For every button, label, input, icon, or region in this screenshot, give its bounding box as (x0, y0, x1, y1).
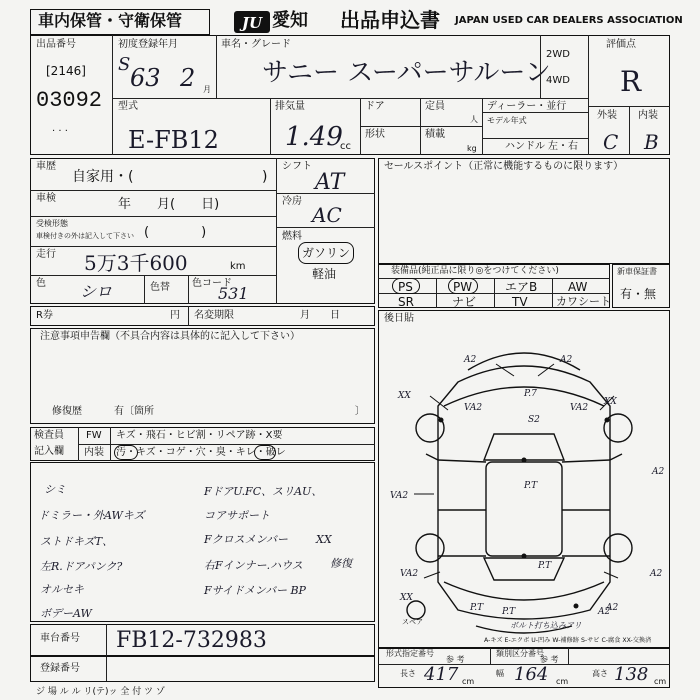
fw-items: キズ・飛石・ヒビ割・リペア跡・X要 (116, 430, 283, 441)
note-left-1: シミ (44, 483, 66, 496)
recycle-label: R券 (36, 310, 53, 321)
ac-value: AC (312, 203, 342, 227)
div (436, 278, 437, 308)
car-diagram (378, 310, 670, 648)
div (482, 138, 588, 139)
equip-ps: PS (398, 280, 413, 294)
div (30, 190, 276, 191)
reg-frame (30, 656, 375, 682)
color-code-label: 色コード (192, 278, 232, 289)
english-name: JAPAN USED CAR DEALERS ASSOCIATION (455, 15, 683, 26)
div (629, 106, 630, 155)
mileage-value: 5万3千600 (84, 251, 188, 275)
listing-code: [2146] (46, 64, 86, 78)
mark-va2-3: VA2 (390, 491, 409, 501)
mileage-unit: km (230, 261, 246, 272)
month-unit: 月 (203, 85, 211, 94)
div (188, 306, 189, 326)
after-label: 後日貼 (384, 313, 414, 324)
listing-dots: . . . (52, 123, 68, 134)
mark-pt-2: P.T (524, 481, 538, 491)
repair-value: 有〔箇所 (114, 406, 154, 417)
notes-label: 注意事項申告欄（不具合内容は具体的に記入して下さい） (40, 331, 300, 342)
mark-pt-3: P.T (538, 561, 552, 571)
mark-pt-5: P.T (470, 603, 484, 613)
drive-2wd: 2WD (546, 49, 570, 60)
sales-point-label: セールスポイント（正常に機能するものに限ります） (384, 161, 624, 172)
note-extra-1: XX (316, 533, 332, 546)
note-extra-2: 修復 (330, 557, 352, 570)
height-value: 138 (614, 664, 649, 685)
listing-no-label: 出品番号 (36, 39, 76, 50)
div (112, 98, 588, 99)
storage-label: 車内保管・守衛保管 (38, 11, 183, 30)
mark-xx-2: XX (604, 397, 617, 407)
interior-label: 内装 (638, 110, 658, 121)
capacity-label: 定員 (425, 101, 445, 112)
sales-point-frame (378, 158, 670, 264)
shape-label: 形状 (365, 129, 385, 140)
history-label: 車歴 (36, 161, 56, 172)
equip-leather-seat: カワシート (556, 295, 611, 308)
mark-a2-1: A2 (464, 355, 477, 365)
first-reg-month: 2 (180, 64, 196, 92)
mark-pt-1: P.7 (524, 389, 537, 399)
model-label: 型式 (118, 101, 138, 112)
model-value: E-FB12 (128, 126, 219, 154)
form-title: 出品申込書 (340, 8, 440, 32)
load-label: 積載 (425, 129, 445, 140)
damage-legend: A-キズ E-エクボ U-凹み W-補修跡 S-サビ C-腐食 XX-交換済 (484, 637, 652, 644)
fuel-label: 燃料 (282, 231, 302, 242)
note-left-2: ドミラー・外AWキズ (38, 509, 145, 522)
rating-score: R (620, 65, 642, 98)
mark-a2-3: A2 (652, 467, 665, 477)
drive-4wd: 4WD (546, 75, 570, 86)
car-name: サニー スーパーサルーン (262, 58, 551, 88)
chassis-label: 車台番号 (40, 633, 80, 644)
fuel-diesel: 軽油 (312, 267, 337, 281)
category-label: 類別区分番号 (496, 649, 544, 658)
div (216, 35, 217, 98)
div (482, 112, 588, 113)
div (276, 158, 277, 304)
car-diagram-svg (378, 310, 670, 648)
length-value: 417 (424, 664, 459, 685)
listing-no: 03092 (36, 88, 103, 113)
mark-va2-2: VA2 (570, 403, 589, 413)
div (540, 35, 541, 98)
association-name: 愛知 (272, 10, 308, 31)
shaken-paren: ( ) (144, 225, 207, 240)
dealer-label: ディーラー・並行 (487, 101, 567, 112)
mark-va2-1: VA2 (464, 403, 483, 413)
ps-circle (392, 278, 420, 294)
exterior-label: 外装 (597, 110, 617, 121)
mark-s2: S2 (528, 415, 540, 425)
note-right-4: 右Fインナー.ハウス (204, 559, 303, 572)
reg-label: 登録番号 (40, 663, 80, 674)
equip-airbag: エアB (505, 280, 538, 294)
shaken-label: 受検形態 (36, 219, 68, 228)
interior-label: 内装 (84, 447, 104, 458)
mark-pt-4: P.T (502, 607, 516, 617)
length-unit: cm (462, 677, 475, 686)
mark-a2-2: A2 (560, 355, 573, 365)
mark-xx-1: XX (398, 391, 411, 401)
load-unit: kg (467, 144, 477, 153)
inspector-label-2: 記入欄 (34, 446, 64, 457)
fuel-gas-circle (298, 242, 354, 264)
div (276, 227, 375, 228)
interior-score: B (644, 130, 659, 154)
recycle-unit: 円 (170, 310, 180, 321)
div (482, 98, 483, 155)
history-value: 自家用・( (72, 169, 134, 185)
width-label: 幅 (496, 669, 504, 678)
first-reg-label: 初度登録年月 (118, 39, 178, 50)
note-right-3: Fクロスメンバー (204, 533, 288, 546)
div (30, 246, 276, 247)
pw-circle (448, 278, 478, 294)
handle-lr: 左・右 (548, 141, 578, 152)
capacity-unit: 人 (470, 115, 478, 124)
shift-label: シフト (282, 161, 312, 172)
fuel-gas: ガソリン (302, 246, 351, 260)
interior-stain-circle (114, 445, 138, 460)
color-change-label: 色替 (150, 282, 170, 293)
logo-text: JU (241, 14, 263, 32)
displacement-value: 1.49 (285, 122, 343, 152)
bolt-note: ボルト打ち込みアリ (510, 621, 582, 630)
mark-a2-5: A2 (598, 607, 611, 617)
inspection-value: 年 月( 日) (118, 197, 220, 212)
interior-items: 汚・キズ・コゲ・穴・臭・キレ・破レ (116, 447, 286, 458)
equip-sr: SR (398, 295, 414, 309)
length-label: 長さ (400, 669, 416, 678)
handle-label: ハンドル (505, 141, 545, 152)
shift-value: AT (315, 170, 345, 195)
color-code-value: 531 (218, 284, 249, 303)
chassis-value: FB12-732983 (116, 628, 267, 653)
div (270, 98, 271, 155)
interior-smell-circle (254, 445, 276, 460)
div (494, 278, 495, 308)
mark-a2-6: A2 (606, 603, 619, 613)
ac-label: 冷房 (282, 196, 302, 207)
div (552, 278, 553, 308)
top-section-frame (30, 35, 670, 155)
mark-va2-4: VA2 (400, 569, 419, 579)
car-name-label: 車名・グレード (221, 39, 291, 50)
new-car-label: 新車保証書 (617, 267, 657, 276)
note-left-4: 左R.ドアパンク? (40, 560, 123, 573)
name-change-value: 月 日 (300, 310, 340, 321)
div (188, 275, 189, 304)
fw-label: FW (86, 430, 102, 441)
note-left-3: ストドキズT、 (40, 535, 114, 548)
history-close: ) (262, 169, 268, 185)
note-left-5: オルセキ (40, 583, 84, 596)
inspect-label: 形式指定番号 (386, 649, 434, 658)
new-car-value: 有・無 (620, 287, 657, 301)
name-change-label: 名変期限 (194, 310, 234, 321)
footer-strip: ジ 場 ル ル リ(テ)ッ 全 付 ツ ゾ (36, 687, 165, 697)
ref-label-1: 参 考 (446, 655, 465, 664)
div (30, 216, 276, 217)
height-unit: cm (654, 677, 667, 686)
height-label: 高さ (592, 669, 608, 678)
equip-tv: TV (512, 295, 528, 309)
model-year-label: モデル年式 (487, 116, 527, 125)
div (30, 275, 276, 276)
div (568, 648, 569, 664)
repair-label: 修復歴 (52, 406, 82, 417)
note-right-2: コアサポート (204, 509, 270, 522)
exterior-score: C (603, 130, 619, 154)
width-value: 164 (514, 664, 549, 685)
mark-a2-4: A2 (650, 569, 663, 579)
equipment-label: 装備品(純正品に限り◎をつけてください) (391, 266, 559, 276)
note-right-5: Fサイドメンバー BP (204, 584, 306, 597)
div (112, 35, 113, 155)
equip-navi: ナビ (452, 295, 477, 309)
mark-xx-3: XX (400, 593, 413, 603)
note-left-6: ボデーAW (40, 607, 92, 620)
mileage-label: 走行 (36, 249, 56, 260)
first-reg-year: 63 (130, 64, 161, 92)
rating-label: 評価点 (606, 39, 636, 50)
equip-aw: AW (568, 280, 588, 294)
color-value: シロ (80, 282, 113, 301)
displacement-label: 排気量 (275, 101, 305, 112)
inspection-label: 車検 (36, 193, 56, 204)
door-label: ドア (365, 101, 385, 112)
div (588, 35, 589, 155)
displacement-unit: cc (340, 141, 351, 152)
div (360, 126, 482, 127)
note-right-1: FドアU.FC、スリAU、 (204, 485, 323, 498)
color-label: 色 (36, 278, 46, 289)
inspector-label-1: 検査員 (34, 430, 64, 441)
repair-close: 〕 (355, 406, 365, 417)
spare-label: スペア (402, 618, 423, 626)
ref-label-2: 参 考 (540, 655, 559, 664)
div (144, 275, 145, 304)
era-mark: S (118, 54, 131, 75)
equip-pw: PW (453, 280, 473, 294)
div (490, 648, 491, 664)
shaken-note: 車検付きの外は記入して下さい (36, 232, 134, 240)
width-unit: cm (556, 677, 569, 686)
